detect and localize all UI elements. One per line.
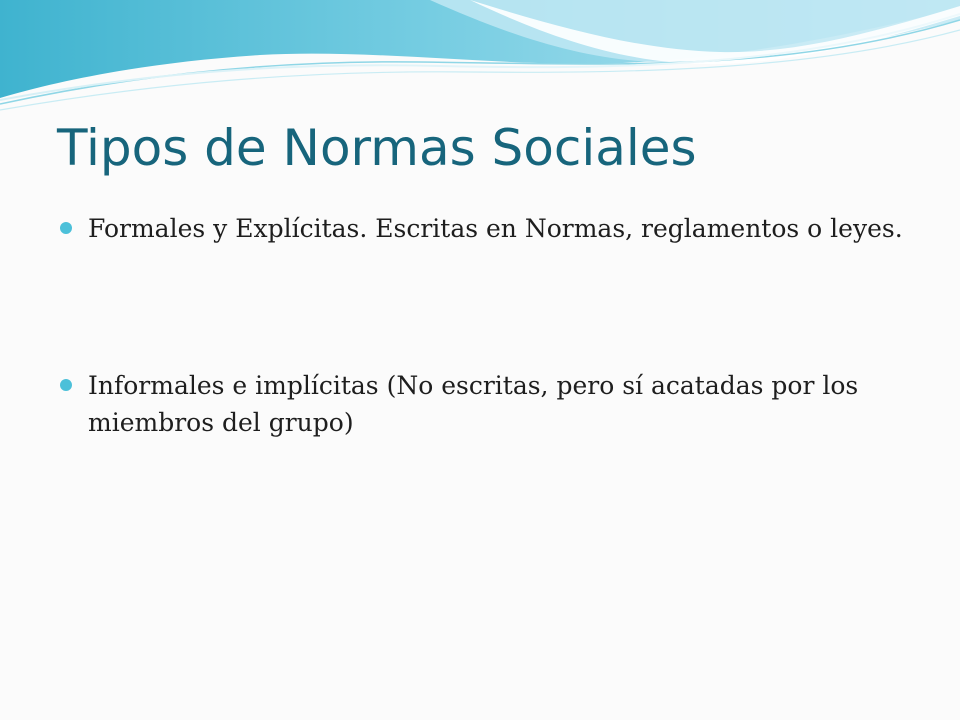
bullet-dot-icon bbox=[60, 222, 72, 234]
header-wave-decoration bbox=[0, 0, 960, 120]
slide-title: Tipos de Normas Sociales bbox=[57, 119, 697, 177]
bullet-dot-icon bbox=[60, 379, 72, 391]
bullet-list bbox=[58, 210, 908, 441]
bullet-item bbox=[58, 210, 908, 247]
bullet-text: Informales e implícitas (No escritas, pero sí acatadas por los miembros del grupo) bbox=[88, 371, 859, 437]
bullet-item bbox=[58, 367, 908, 441]
bullet-text: Formales y Explícitas. Escritas en Normas, reglamentos o leyes. bbox=[88, 214, 903, 243]
